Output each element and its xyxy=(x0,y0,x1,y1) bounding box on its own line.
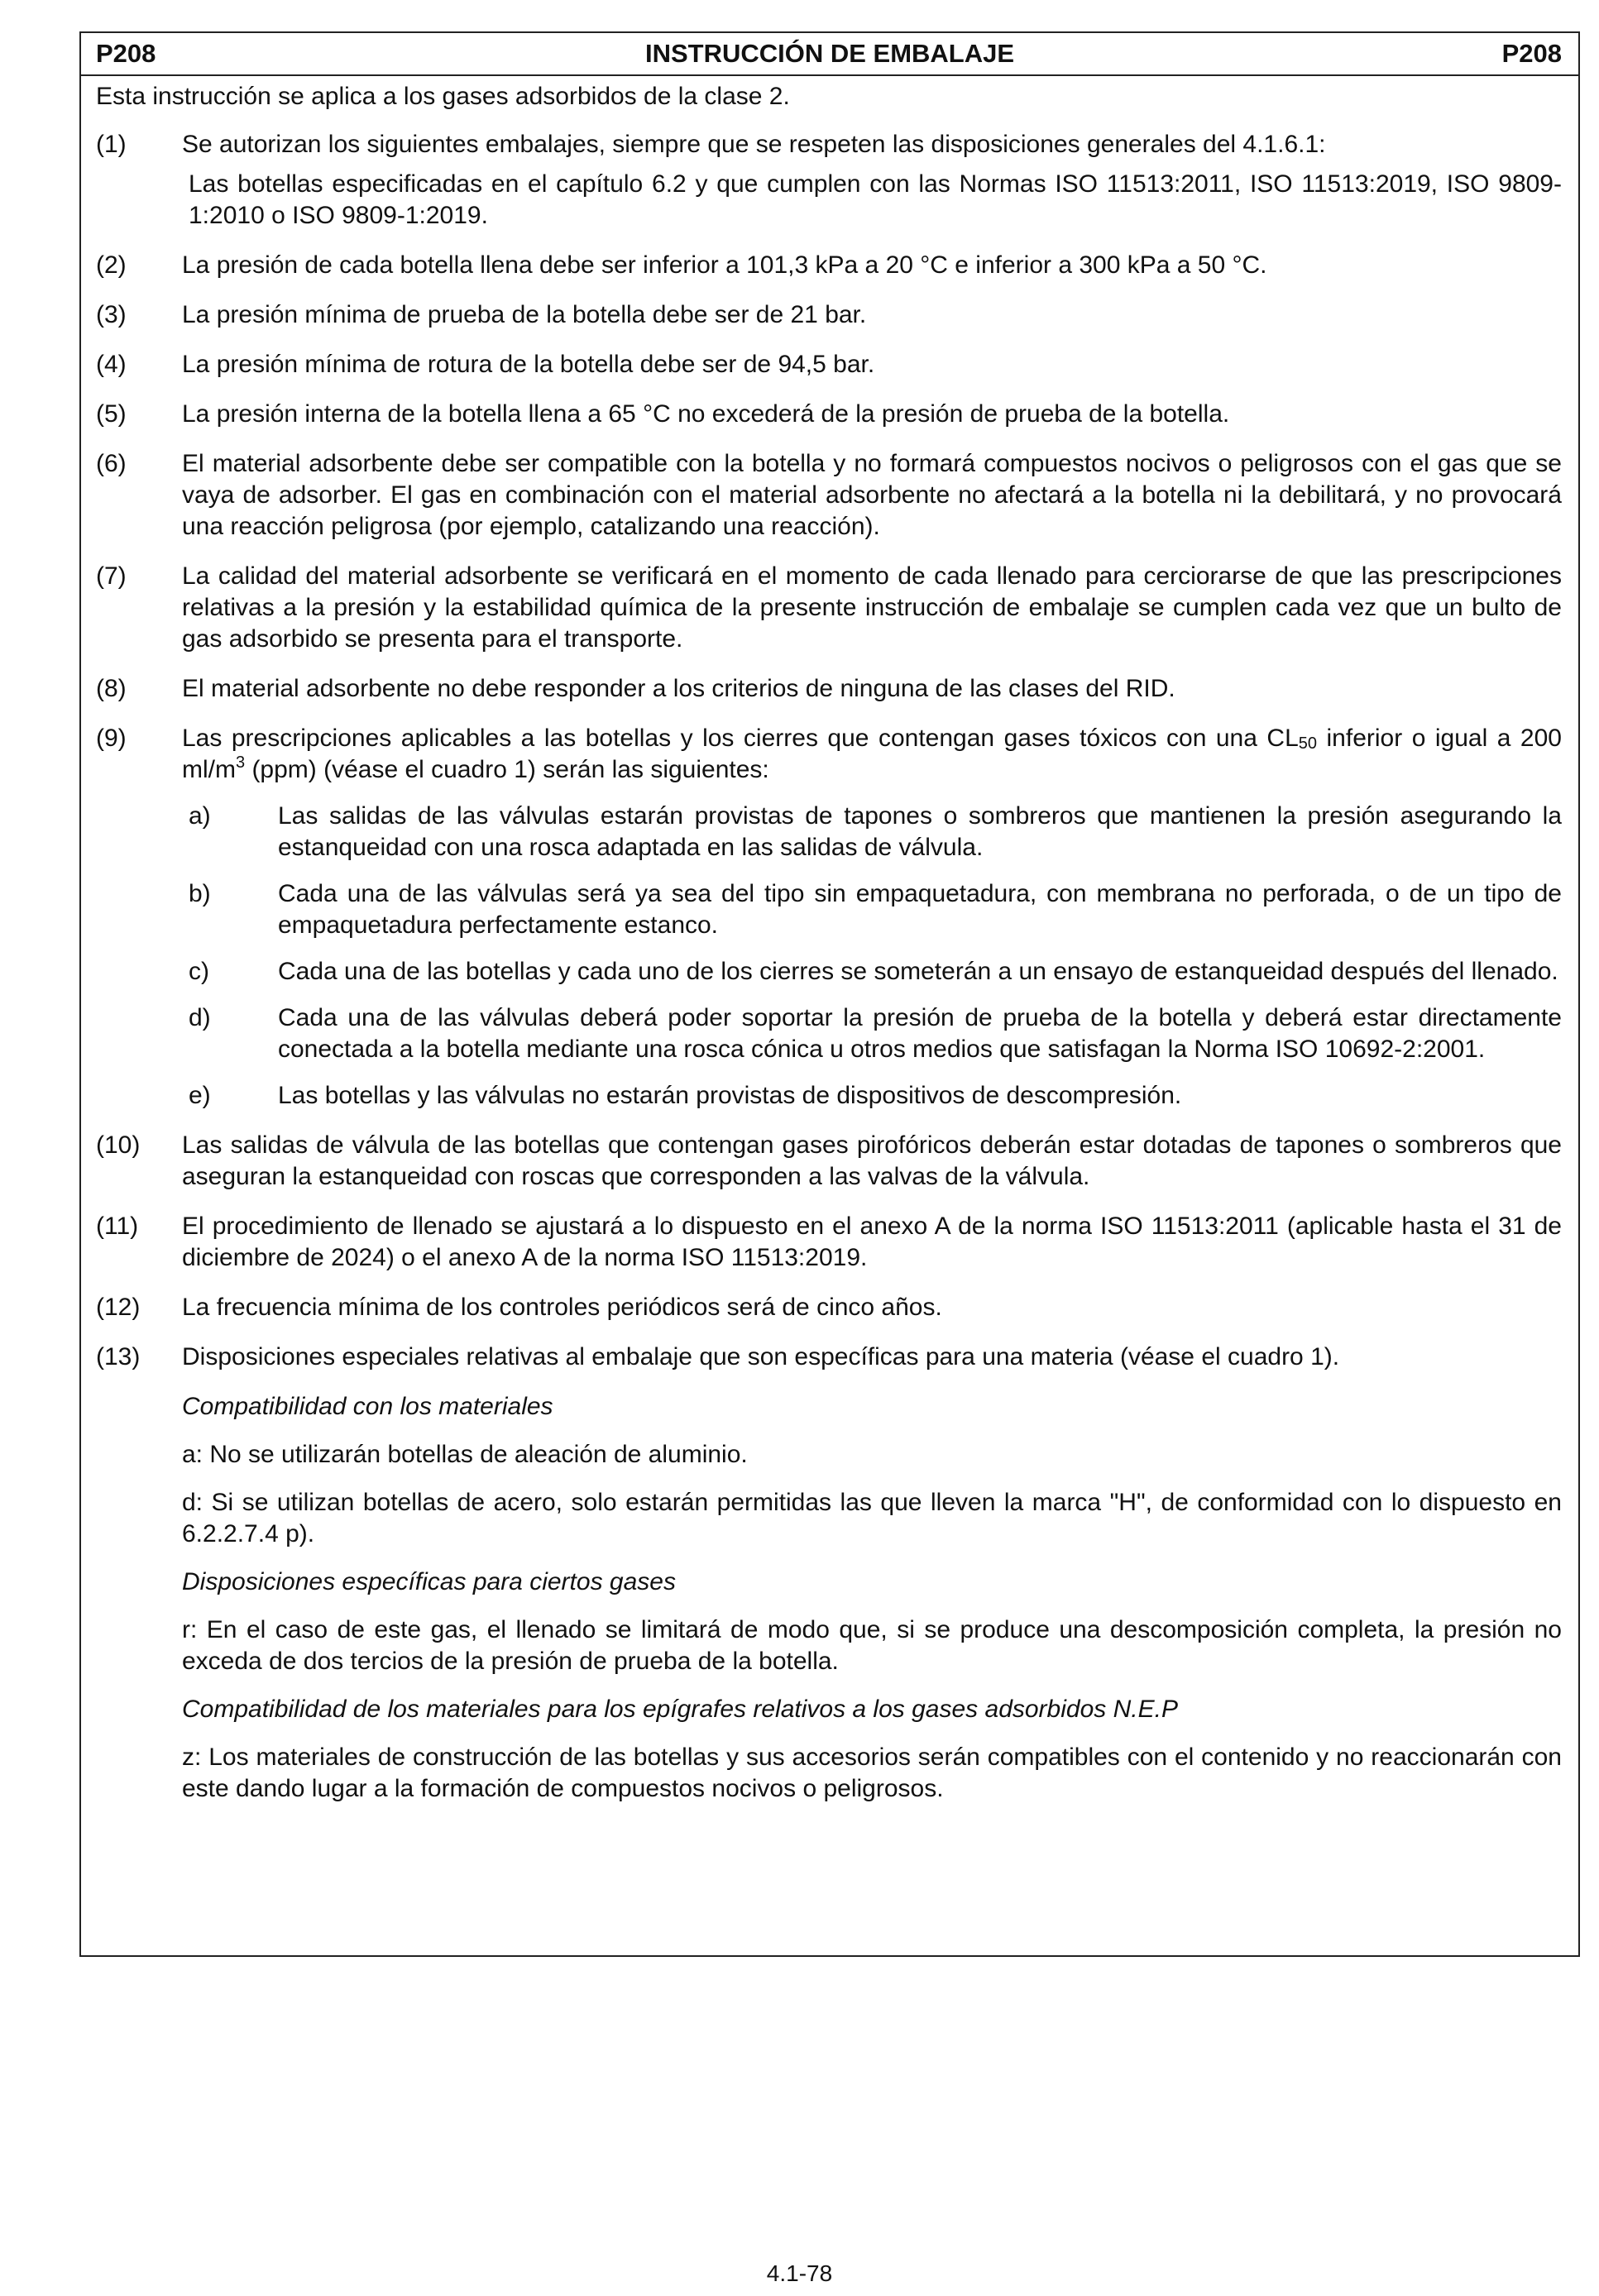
sub-item-b xyxy=(189,878,1562,941)
item-11 xyxy=(96,1211,1562,1274)
item-text: La calidad del material adsorbente se verificará en el momento de cada llenado para cerciorarse de que las prescripciones relativas a la presión y la estabilidad química de la presente instrucción de embalaje se cumplen cada vez que un bulto de gas adsorbido se presenta para el transporte. xyxy=(182,562,1562,653)
item-12 xyxy=(96,1292,1562,1323)
item-number: (4) xyxy=(96,351,127,378)
item-number: (11) xyxy=(96,1213,139,1240)
sub-item-e xyxy=(189,1080,1562,1112)
sub-list xyxy=(182,801,1562,1112)
item-text: Disposiciones especiales relativas al embalaje que son específicas para una materia (véase el cuadro 1). xyxy=(182,1343,1340,1370)
item-number: (8) xyxy=(96,675,127,702)
sub-text: Las botellas y las válvulas no estarán provistas de dispositivos de descompresión. xyxy=(278,1082,1182,1109)
item-number: (5) xyxy=(96,400,127,428)
item-4 xyxy=(96,349,1562,380)
item-text: El material adsorbente debe ser compatible con la botella y no formará compuestos nocivos o peligrosos con el gas que se vaya de adsorber. El gas en combinación con el material adsorbente no afectará a la botella ni la debilitará, y no provocará una reacción peligrosa (por ejemplo, catalizando una reacción). xyxy=(182,450,1562,540)
item-text: La presión de cada botella llena debe ser inferior a 101,3 kPa a 20 °C e inferior a 300 kPa a 50 °C. xyxy=(182,251,1267,279)
item-text-part: (ppm) (véase el cuadro 1) serán las siguientes: xyxy=(245,756,769,783)
item-9 xyxy=(96,723,1562,1112)
page-number: 4.1-78 xyxy=(766,2260,833,2286)
item-number: (1) xyxy=(96,131,127,158)
special-heading-materials: Compatibilidad con los materiales xyxy=(182,1393,553,1420)
item-text: Las salidas de válvula de las botellas que contengan gases pirofóricos deberán estar dotadas de tapones o sombreros que aseguran la estanqueidad con roscas que corresponden a las valvas de la válvula. xyxy=(182,1131,1562,1190)
header-code-right: P208 xyxy=(1501,39,1562,68)
item-number: (6) xyxy=(96,450,127,477)
item-7 xyxy=(96,561,1562,655)
subscript-50: 50 xyxy=(1298,734,1318,753)
item-text: La frecuencia mínima de los controles periódicos será de cinco años. xyxy=(182,1294,942,1321)
item-number: (2) xyxy=(96,251,127,279)
sub-letter: c) xyxy=(189,958,209,985)
item-number: (10) xyxy=(96,1131,141,1159)
special-heading-gases: Disposiciones específicas para ciertos gases xyxy=(182,1568,676,1595)
item-number: (7) xyxy=(96,562,127,590)
page-title: INSTRUCCIÓN DE EMBALAJE xyxy=(644,39,1015,68)
sub-text: Cada una de las botellas y cada uno de los cierres se someterán a un ensayo de estanqueidad después del llenado. xyxy=(278,958,1558,985)
item-number: (12) xyxy=(96,1294,141,1321)
sub-text: Cada una de las válvulas deberá poder soportar la presión de prueba de la botella y deberá estar directamente conectada a la botella mediante una rosca cónica u otros medios que satisfagan la Norma ISO 10692-2:2001. xyxy=(278,1004,1562,1063)
item-8 xyxy=(96,673,1562,705)
sub-item-a xyxy=(189,801,1562,863)
item-10 xyxy=(96,1130,1562,1193)
special-provision-d: d: Si se utilizan botellas de acero, solo estarán permitidas las que lleven la marca "H", de conformidad con lo dispuesto en 6.2.2.7.4 p). xyxy=(182,1489,1562,1547)
instruction-box xyxy=(79,31,1580,1957)
special-heading-nep: Compatibilidad de los materiales para los epígrafes relativos a los gases adsorbidos N.E.P xyxy=(182,1696,1178,1723)
item-text xyxy=(182,723,1562,786)
special-provision-z: z: Los materiales de construcción de las botellas y sus accesorios serán compatibles con el contenido y no reaccionarán con este dando lugar a la formación de compuestos nocivos o peligrosos. xyxy=(182,1744,1562,1802)
item-text: El procedimiento de llenado se ajustará a lo dispuesto en el anexo A de la norma ISO 11513:2011 (aplicable hasta el 31 de diciembre de 2024) o el anexo A de la norma ISO 11513:2019. xyxy=(182,1213,1562,1271)
item-1 xyxy=(96,129,1562,232)
item-text: La presión mínima de prueba de la botella debe ser de 21 bar. xyxy=(182,301,867,328)
sub-text: Cada una de las válvulas será ya sea del tipo sin empaquetadura, con membrana no perforada, o de un tipo de empaquetadura perfectamente estanco. xyxy=(278,880,1562,939)
superscript-3: 3 xyxy=(235,753,246,772)
sub-item-c xyxy=(189,956,1562,988)
item-text: La presión interna de la botella llena a 65 °C no excederá de la presión de prueba de la botella. xyxy=(182,400,1230,428)
header-row xyxy=(81,33,1578,76)
item-6 xyxy=(96,448,1562,543)
item-number: (9) xyxy=(96,725,127,752)
sub-letter: e) xyxy=(189,1082,211,1109)
header-code-left: P208 xyxy=(96,39,156,68)
item-number: (3) xyxy=(96,301,127,328)
intro-text: Esta instrucción se aplica a los gases adsorbidos de la clase 2. xyxy=(96,83,790,110)
item-detail: Las botellas especificadas en el capítulo 6.2 y que cumplen con las Normas ISO 11513:2011, ISO 11513:2019, ISO 9809-1:2010 o ISO 9809-1:2019. xyxy=(189,170,1562,229)
item-3 xyxy=(96,299,1562,331)
sub-letter: b) xyxy=(189,880,211,907)
item-number: (13) xyxy=(96,1343,141,1370)
item-text-part: inferior o igual a 200 ml/m xyxy=(182,725,1562,783)
special-provision-a: a: No se utilizarán botellas de aleación de aluminio. xyxy=(182,1441,748,1468)
item-text: El material adsorbente no debe responder a los criterios de ninguna de las clases del RID. xyxy=(182,675,1175,702)
item-text-part: Las prescripciones aplicables a las botellas y los cierres que contengan gases tóxicos con una CL xyxy=(182,725,1299,752)
sub-text: Las salidas de las válvulas estarán provistas de tapones o sombreros que mantienen la presión asegurando la estanqueidad con una rosca adaptada en las salidas de válvula. xyxy=(278,802,1562,861)
item-text: La presión mínima de rotura de la botella debe ser de 94,5 bar. xyxy=(182,351,875,378)
item-13 xyxy=(96,1342,1562,1373)
special-provision-r: r: En el caso de este gas, el llenado se limitará de modo que, si se produce una descomposición completa, la presión no exceda de dos tercios de la presión de prueba de la botella. xyxy=(182,1616,1562,1675)
sub-letter: a) xyxy=(189,802,211,830)
instruction-body xyxy=(81,76,1578,1805)
sub-item-d xyxy=(189,1002,1562,1065)
sub-letter: d) xyxy=(189,1004,211,1031)
item-5 xyxy=(96,399,1562,430)
item-text: Se autorizan los siguientes embalajes, siempre que se respeten las disposiciones generales del 4.1.6.1: xyxy=(182,131,1326,158)
item-2 xyxy=(96,250,1562,281)
